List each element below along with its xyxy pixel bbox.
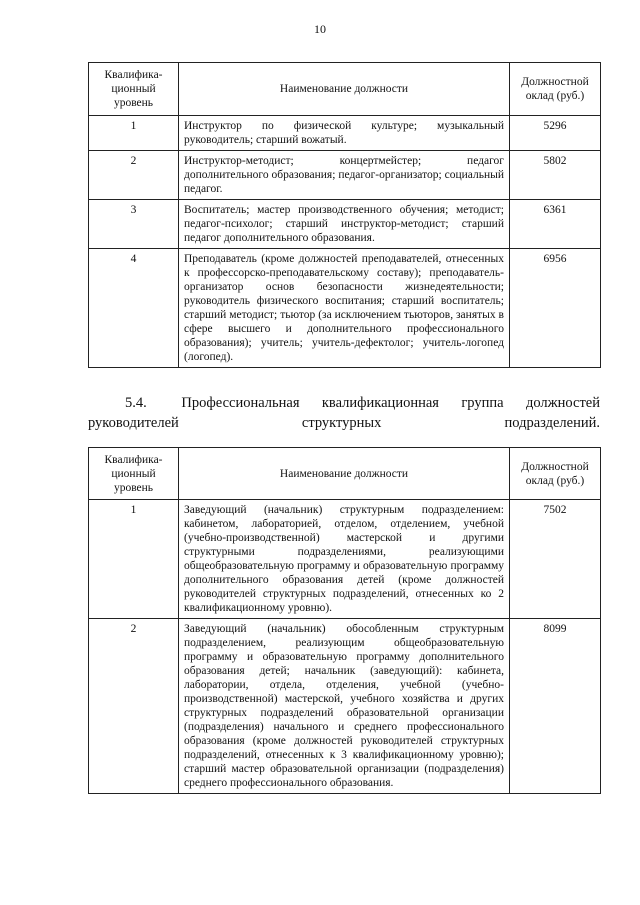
section-heading — [88, 393, 600, 453]
page-number: 10 — [314, 22, 326, 36]
section-title: Профессиональная квалификационная группа должностей руководителей структурных подразделений. — [88, 395, 600, 431]
salary-cell: 5802 — [510, 151, 601, 200]
table-header-row — [89, 448, 601, 500]
positions-cell: Инструктор по физической культуре; музыкальный руководитель; старший вожатый. — [179, 116, 510, 151]
table-row — [89, 116, 601, 151]
table-row — [89, 151, 601, 200]
table-row — [89, 200, 601, 249]
level-cell: 2 — [89, 619, 179, 794]
table-header-row — [89, 63, 601, 116]
level-cell: 1 — [89, 500, 179, 619]
salary-cell: 8099 — [510, 619, 601, 794]
header-level: Квалифика-ционный уровень — [89, 63, 179, 116]
level-cell: 3 — [89, 200, 179, 249]
qualification-table-1 — [88, 62, 601, 368]
positions-cell: Преподаватель (кроме должностей преподавателей, отнесенных к профессорско-преподавательскому составу); преподаватель-организатор основ безопасности жизнедеятельности; руководитель физического воспитания; старший воспитатель; старший методист; тьютор (за исключением тьюторов, занятых в сфере высшего и дополнительного профессионального образования); учитель; учитель-дефектолог; учитель-логопед (логопед). — [179, 249, 510, 368]
positions-cell: Воспитатель; мастер производственного обучения; методист; педагог-психолог; старший инструктор-методист; старший педагог дополнительного образования. — [179, 200, 510, 249]
header-salary: Должностной оклад (руб.) — [510, 63, 601, 116]
table-row — [89, 619, 601, 794]
header-position: Наименование должности — [179, 63, 510, 116]
table-row — [89, 249, 601, 368]
salary-cell: 5296 — [510, 116, 601, 151]
salary-cell: 7502 — [510, 500, 601, 619]
positions-cell: Инструктор-методист; концертмейстер; педагог дополнительного образования; педагог-организатор; социальный педагог. — [179, 151, 510, 200]
qualification-table-2 — [88, 447, 601, 794]
section-number: 5.4. — [125, 395, 147, 411]
table-row — [89, 500, 601, 619]
salary-cell: 6361 — [510, 200, 601, 249]
positions-cell: Заведующий (начальник) обособленным структурным подразделением, реализующим общеобразовательную программу и образовательную программу дополнительного образования детей; начальник (заведующий): кабинета, лаборатории, отдела, отделения, учебной (учебно-производственной) мастерской, учебного хозяйства и других структурных подразделений образовательной организации (подразделения) начального и среднего профессионального образования (кроме должностей руководителей структурных подразделений, отнесенных к 3 квалификационному уровню); старший мастер образовательной организации (подразделения) среднего профессионального образования. — [179, 619, 510, 794]
level-cell: 1 — [89, 116, 179, 151]
salary-cell: 6956 — [510, 249, 601, 368]
positions-cell: Заведующий (начальник) структурным подразделением: кабинетом, лабораторией, отделом, отделением, учебной (учебно-производственной) мастерской и другими структурными подразделениями, реализующими общеобразовательную программу и образовательную программу дополнительного образования детей (кроме должностей руководителей структурных подразделений, отнесенных ко 2 квалификационному уровню). — [179, 500, 510, 619]
level-cell: 4 — [89, 249, 179, 368]
header-position: Наименование должности — [179, 448, 510, 500]
header-level: Квалифика-ционный уровень — [89, 448, 179, 500]
header-salary: Должностной оклад (руб.) — [510, 448, 601, 500]
level-cell: 2 — [89, 151, 179, 200]
